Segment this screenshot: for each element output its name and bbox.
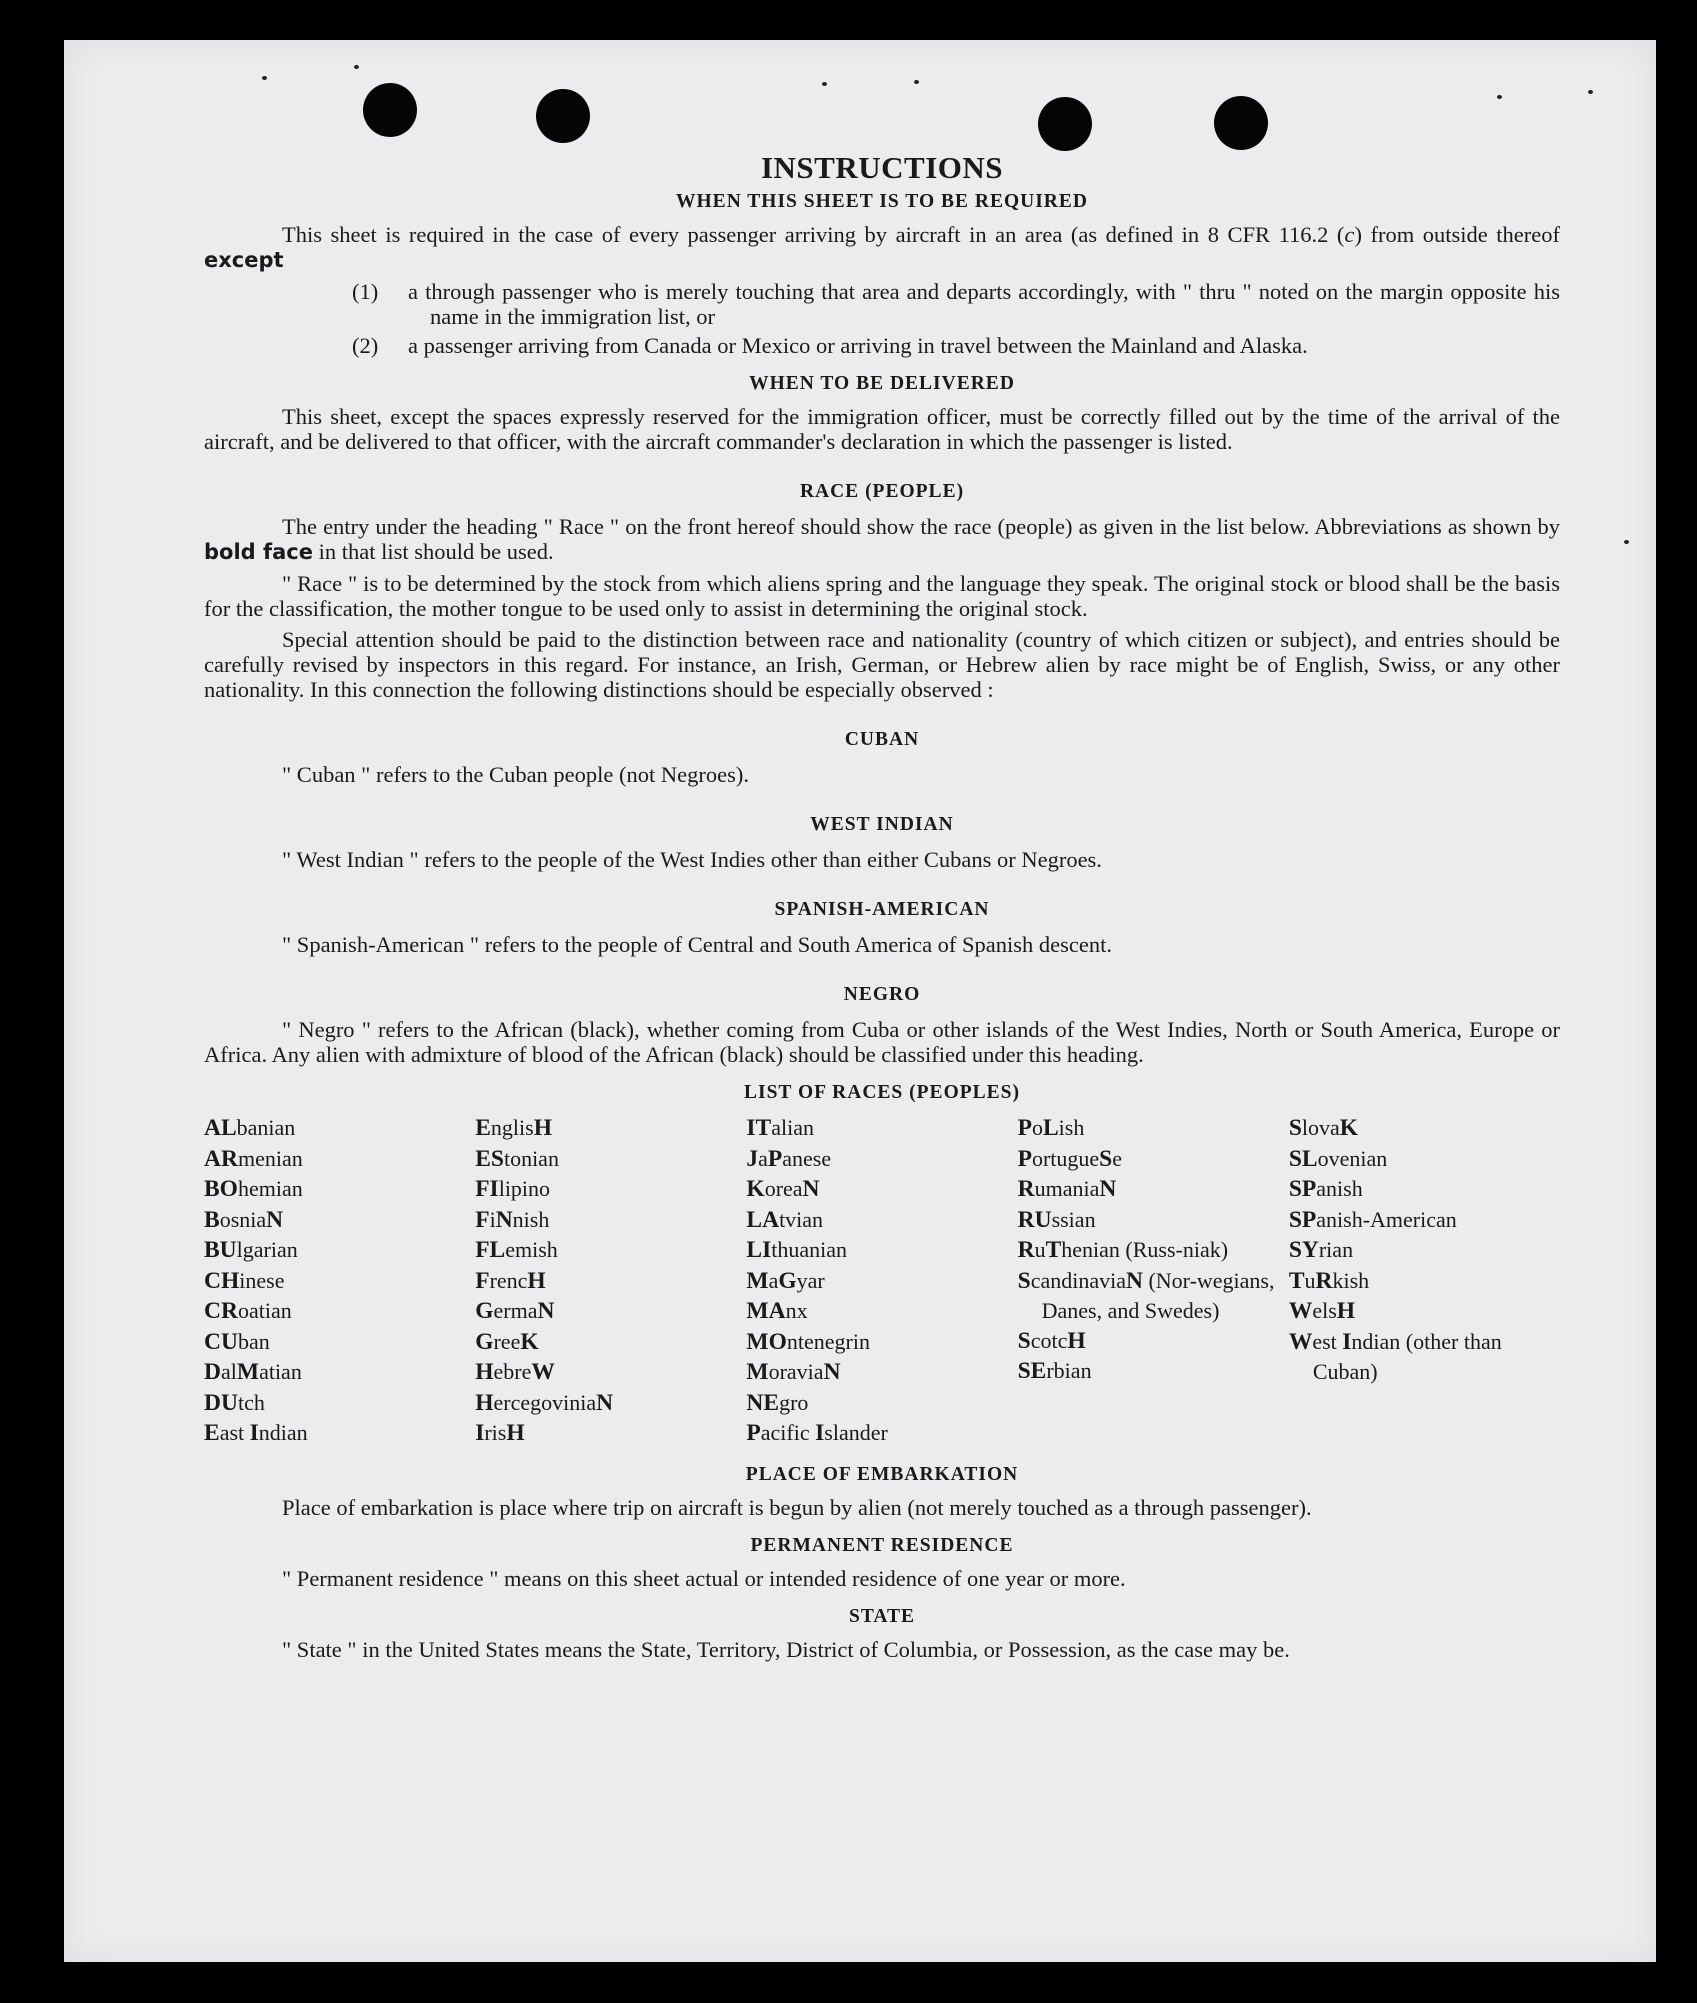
race-name-part: lova [1301,1115,1340,1140]
race-abbreviation: N [537,1298,555,1324]
race-abbreviation: H [1067,1327,1086,1354]
race-name-part: atian [259,1359,302,1384]
race-entry [1018,1356,1289,1387]
race-entry [204,1205,475,1236]
race-entry [475,1296,746,1327]
race-abbreviation: B [204,1206,220,1233]
race-entry [746,1266,1017,1297]
cuban-text: " Cuban " refers to the Cuban people (not Negroes). [282,762,749,787]
document-sheet [64,40,1656,1962]
race-abbreviation: N [802,1176,820,1202]
race-abbreviation: ES [475,1145,504,1172]
race-entry [1018,1205,1289,1236]
race-abbreviation: N [495,1206,513,1233]
race-entry [1289,1113,1560,1144]
exception-item [352,333,1560,358]
race-name-part: umania [1034,1176,1100,1201]
race-abbreviation: L [1042,1115,1059,1141]
race-p1-bold: bold face [204,540,313,564]
speck [1624,540,1629,544]
race-entry [475,1266,746,1297]
race-abbreviation: H [475,1359,494,1385]
race-abbreviation: H [533,1115,552,1141]
race-abbreviation: AR [204,1145,238,1172]
race-abbreviation: D [204,1359,221,1385]
race-abbreviation: P [767,1145,783,1172]
race-name-part: lgarian [236,1237,298,1262]
race-name-part: henian (Russ-niak) [1061,1237,1229,1262]
heading-when-required: WHEN THIS SHEET IS TO BE REQUIRED [676,191,1088,212]
heading-when-delivered: WHEN TO BE DELIVERED [749,373,1015,394]
race-name-part: est [1312,1328,1343,1354]
speck [822,82,827,86]
race-abbreviation: S [1099,1145,1113,1172]
race-entry [1289,1205,1560,1236]
spanish-american-text: " Spanish-American " refers to the people of Central and South America of Spanish descent. [282,932,1113,957]
race-entry [746,1327,1017,1358]
heading-place-of-embarkation: PLACE OF EMBARKATION [745,1463,1019,1485]
race-name-part: nglis [490,1115,534,1140]
race-abbreviation: BO [204,1176,238,1202]
race-abbreviation: P [746,1420,761,1446]
race-name-part: osnia [219,1206,267,1232]
race-abbreviation: N [266,1206,284,1233]
race-name-part: ree [493,1328,521,1354]
race-entry [204,1144,475,1175]
race-name-part: oatian [237,1298,292,1323]
race-name-part: o [1031,1115,1043,1140]
race-entry [475,1327,746,1358]
race-name-part: ntenegrin [786,1328,870,1354]
race-name-part: cotc [1030,1327,1068,1353]
punch-hole-4 [1214,96,1268,150]
race-abbreviation: SE [1017,1358,1047,1384]
race-entry [204,1296,475,1327]
race-list [204,1113,1560,1449]
race-abbreviation: H [506,1420,525,1446]
race-entry [204,1388,475,1419]
race-entry [1289,1174,1560,1205]
exception-number: (2) [352,333,379,358]
race-entry [746,1113,1017,1144]
heading-spanish-american: SPANISH-AMERICAN [774,899,990,920]
race-abbreviation: S [1288,1115,1302,1141]
race-name-part: slander [824,1420,888,1445]
race-abbreviation: I [1342,1328,1352,1355]
race-abbreviation: I [249,1420,259,1446]
race-abbreviation: J [746,1145,759,1172]
race-name-part: ebre [493,1359,532,1384]
race-abbreviation: CU [204,1328,238,1355]
race-abbreviation: F [475,1267,490,1294]
race-abbreviation: MA [746,1298,786,1324]
race-column [746,1113,1017,1449]
race-entry [204,1327,475,1358]
race-name-part: a [768,1267,779,1293]
negro-text: " Negro " refers to the African (black), whether coming from Cuba or other islands of the West Indies, North or South America, Europe or Africa. Any alien with admixture of blood of the African (black) should be classified under this heading. [204,1017,1560,1067]
race-name-part: hemian [237,1176,303,1201]
race-abbreviation: M [746,1359,769,1385]
race-entry [475,1174,746,1205]
race-entry [746,1418,1017,1449]
race-name-part: ish [1058,1115,1085,1140]
race-abbreviation: LI [746,1237,772,1263]
race-entry [746,1205,1017,1236]
race-name-part: thuanian [771,1237,847,1262]
exception-text: a through passenger who is merely touching that area and departs accordingly, with " thru " noted on the margin opposite his name in the immigration list, or [408,279,1560,329]
race-abbreviation: DU [204,1389,238,1416]
race-abbreviation: T [1045,1237,1062,1263]
race-paragraph-2: " Race " is to be determined by the stock from which aliens spring and the language they speak. The original stock or blood shall be the basis for the classification, the mother tongue to be used only to assist in determining the original stock. [204,571,1560,621]
race-name-part: tonian [503,1145,559,1171]
race-abbreviation: M [746,1267,769,1294]
race-abbreviation: P [1017,1145,1032,1172]
race-abbreviation: K [1339,1115,1359,1141]
race-name-part: anish-American [1316,1206,1457,1232]
race-paragraph-1 [204,514,1560,565]
race-name-part: al [220,1359,237,1384]
race-column [1289,1113,1560,1449]
race-abbreviation: N [823,1359,841,1385]
required-intro [204,222,1560,273]
race-name-part: gro [779,1389,809,1415]
race-name-part: nish [512,1206,550,1232]
race-name-part: (Nor-wegians, Danes, and Swedes) [1041,1267,1275,1323]
race-abbreviation: F [475,1206,490,1233]
race-abbreviation: W [531,1359,555,1385]
race-abbreviation: CR [204,1298,238,1324]
speck [1497,95,1502,99]
race-entry [204,1266,475,1297]
race-name-part: ortugue [1031,1145,1100,1171]
race-entry [204,1174,475,1205]
race-entry [1289,1296,1560,1327]
race-name-part: oravia [768,1359,824,1384]
race-entry [1018,1326,1289,1357]
race-abbreviation: IT [746,1115,772,1141]
race-entry [1018,1144,1289,1175]
race-entry [746,1174,1017,1205]
state-text: " State " in the United States means the State, Territory, District of Columbia, or Possession, as the case may be. [282,1636,1290,1662]
race-name-part: anese [782,1145,832,1171]
race-name-part: u [1304,1267,1316,1293]
race-name-part: alian [771,1115,814,1140]
punch-hole-3 [1038,97,1092,151]
race-abbreviation: S [1017,1327,1031,1354]
race-abbreviation: H [527,1267,546,1294]
race-abbreviation: G [778,1267,797,1294]
speck [262,76,267,80]
race-abbreviation: I [815,1420,825,1446]
race-name-part: tch [237,1389,265,1415]
race-abbreviation: SL [1288,1145,1318,1172]
race-entry [475,1235,746,1266]
race-entry [1018,1113,1289,1144]
race-abbreviation: R [1017,1176,1035,1202]
race-entry [204,1113,475,1144]
race-column [1018,1113,1289,1449]
race-name-part: ndian [258,1420,308,1445]
race-entry [1289,1144,1560,1175]
race-paragraph-3: Special attention should be paid to the distinction between race and nationality (country of which citizen or subject), and entries should be carefully revised by inspectors in this regard. For instance, an Irish, German, or Hebrew alien by race might be of English, Swiss, or any other nationality. In this connection the following distinctions should be especially observed : [204,627,1560,702]
race-abbreviation: H [475,1389,494,1416]
race-abbreviation: FL [475,1237,506,1263]
punch-hole-2 [536,89,590,143]
race-abbreviation: AL [204,1115,237,1141]
race-abbreviation: T [1288,1267,1305,1294]
race-abbreviation: R [1017,1237,1035,1263]
race-name-part: e [1112,1145,1123,1171]
race-entry [1018,1266,1289,1326]
race-abbreviation: E [204,1420,220,1446]
heading-cuban: CUBAN [844,729,920,750]
west-indian-text: " West Indian " refers to the people of the West Indies other than either Cubans or Negroes. [282,847,1102,872]
exception-list [352,279,1560,358]
race-entry [204,1357,475,1388]
race-abbreviation: H [1336,1298,1356,1324]
race-name-part: ndian (other than Cuban) [1312,1328,1502,1384]
heading-negro: NEGRO [843,984,921,1005]
race-abbreviation: P [1017,1115,1032,1141]
instructions-content [204,148,1560,1668]
residence-text: " Permanent residence " means on this sheet actual or intended residence of one year or more. [282,1565,1126,1591]
race-abbreviation: G [475,1328,494,1355]
required-intro-italic: c [1344,222,1355,247]
embarkation-text: Place of embarkation is place where trip on aircraft is begun by alien (not merely touched as a through passenger). [282,1494,1312,1520]
race-name-part: els [1312,1298,1337,1323]
required-intro-after: ) from outside thereof [1354,222,1561,247]
race-name-part: a [758,1145,768,1171]
punch-hole-1 [363,83,417,137]
race-entry [475,1144,746,1175]
race-name-part: banian [236,1115,296,1140]
race-name-part: orea [764,1176,803,1201]
race-entry [475,1357,746,1388]
exception-number: (1) [352,279,379,304]
race-entry [1018,1174,1289,1205]
race-abbreviation: NE [746,1389,780,1416]
race-name-part: i [489,1206,496,1232]
race-column [204,1113,475,1449]
race-abbreviation: SP [1288,1176,1317,1202]
race-abbreviation: M [236,1359,260,1385]
race-abbreviation: S [1017,1267,1031,1294]
race-name-part: acific [760,1420,816,1445]
required-intro-except: except [204,248,284,272]
race-abbreviation: R [1315,1267,1333,1294]
delivered-text: This sheet, except the spaces expressly reserved for the immigration officer, must be correctly filled out by the time of the arrival of the aircraft, and be delivered to that officer, with the aircraft commander's declaration in which the passenger is listed. [204,404,1560,454]
exception-text: a passenger arriving from Canada or Mexico or arriving in travel between the Mainland and Alaska. [408,333,1308,358]
race-name-part: erma [493,1298,538,1323]
race-name-part: rian [1318,1237,1354,1262]
race-name-part: inese [239,1267,285,1293]
race-entry [475,1388,746,1419]
race-abbreviation: I [475,1420,485,1446]
heading-west-indian: WEST INDIAN [810,814,954,835]
race-abbreviation: FI [475,1176,499,1202]
race-abbreviation: N [1099,1176,1117,1202]
race-name-part: u [1034,1237,1046,1262]
heading-race: RACE (PEOPLE) [799,481,965,502]
race-name-part: tvian [779,1206,824,1232]
race-entry [1018,1235,1289,1266]
race-entry [204,1418,475,1449]
race-name-part: candinavia [1030,1267,1126,1293]
race-name-part: anish [1316,1176,1363,1201]
race-name-part: ast [219,1420,250,1445]
race-abbreviation: SP [1288,1206,1317,1233]
race-abbreviation: G [475,1298,494,1324]
race-abbreviation: W [1288,1328,1313,1355]
race-abbreviation: LA [746,1206,780,1233]
race-entry [746,1296,1017,1327]
race-abbreviation: W [1288,1298,1313,1324]
race-name-part: kish [1332,1267,1370,1293]
race-abbreviation: E [475,1115,491,1141]
race-name-part: renc [489,1267,528,1293]
race-entry [1289,1327,1560,1387]
race-abbreviation: SY [1288,1237,1319,1263]
heading-state: STATE [848,1605,916,1627]
race-entry [475,1113,746,1144]
race-entry [475,1418,746,1449]
race-abbreviation: K [520,1328,539,1355]
speck [1588,90,1593,94]
race-abbreviation: K [746,1176,765,1202]
race-name-part: ris [484,1420,507,1445]
exception-item [352,279,1560,329]
race-entry [746,1388,1017,1419]
race-entry [746,1235,1017,1266]
race-abbreviation: BU [204,1237,237,1263]
race-abbreviation: RU [1017,1206,1052,1233]
speck [354,65,359,69]
race-name-part: nx [785,1298,808,1323]
race-name-part: menian [237,1145,303,1171]
required-intro-before: This sheet is required in the case of every passenger arriving by aircraft in an area (as defined in 8 CFR 116.2 ( [282,222,1345,247]
race-abbreviation: N [1125,1267,1143,1294]
speck [914,80,919,84]
race-column [475,1113,746,1449]
race-entry [1289,1266,1560,1297]
race-abbreviation: N [596,1389,614,1416]
race-name-part: rbian [1046,1358,1092,1383]
race-name-part: ercegovinia [493,1389,597,1415]
race-name-part: yar [796,1267,825,1293]
race-entry [204,1235,475,1266]
race-name-part: ssian [1051,1206,1096,1232]
heading-list-of-races: LIST OF RACES (PEOPLES) [743,1082,1020,1103]
race-entry [475,1205,746,1236]
race-name-part: ban [237,1328,270,1354]
race-abbreviation: MO [746,1328,787,1355]
page-title: INSTRUCTIONS [760,150,1003,185]
race-name-part: emish [505,1237,558,1262]
race-entry [746,1144,1017,1175]
heading-permanent-residence: PERMANENT RESIDENCE [750,1534,1014,1556]
race-p1-before: The entry under the heading " Race " on the front hereof should show the race (people) as given in the list below. Abbreviations as shown by [282,514,1560,539]
race-entry [746,1357,1017,1388]
race-name-part: lipino [498,1176,551,1201]
race-name-part: ovenian [1317,1145,1388,1171]
race-abbreviation: CH [204,1267,240,1294]
race-p1-after: in that list should be used. [313,539,554,564]
race-entry [1289,1235,1560,1266]
